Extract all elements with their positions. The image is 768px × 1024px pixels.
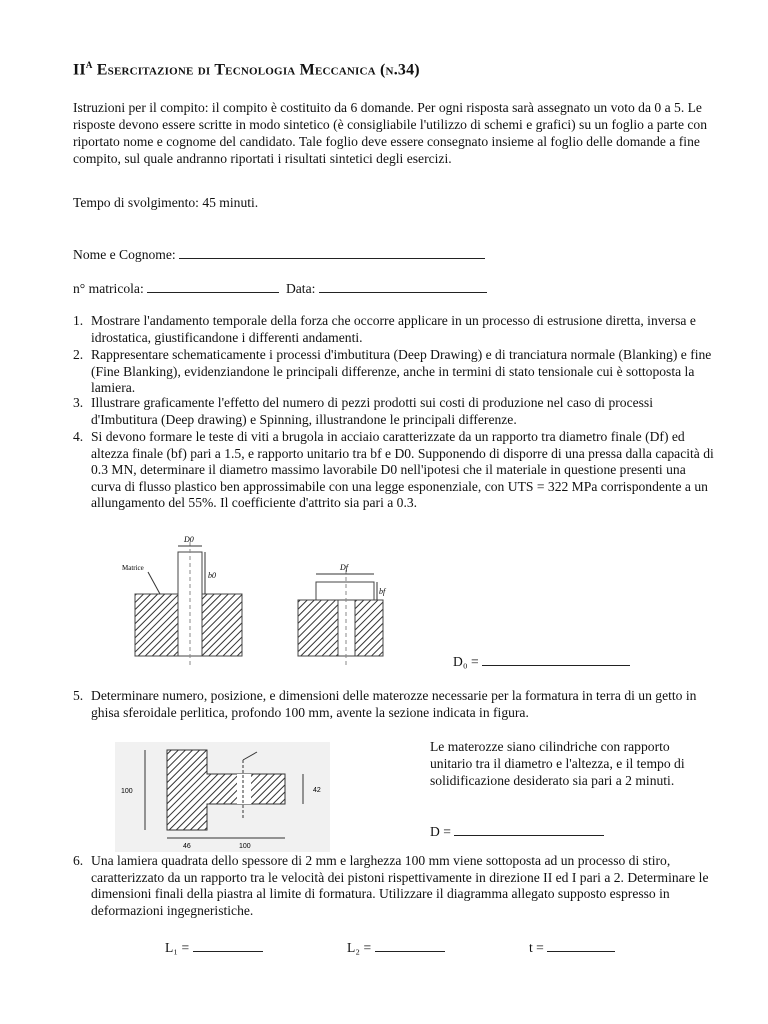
questions-list-1 [73, 313, 718, 512]
answer-t: t = [529, 940, 615, 956]
d0-label: D0 [184, 535, 194, 544]
upsetting-figure [120, 532, 390, 672]
w100-label: 100 [239, 843, 251, 850]
answer-l1: L₁ = [165, 940, 263, 956]
answer-d: D = [430, 824, 604, 840]
die-right-2 [355, 600, 383, 656]
l2-blank[interactable] [375, 940, 445, 952]
question-4: 4. Si devono formare le teste di viti a brugola in acciaio caratterizzate da un rapporto tra diametro finale (Df) ed altezza finale (bf) pari a 1.5, e rapporto unitario tra bf e D0. Supponendo di disporre di una pressa dalla capacità di 0.3 MN, determinare il diametro massimo lavorabile D0 nell'ipotesi che il materiale in questione presenti una curva di flusso plastico ben approssimabile con una legge esponenziale, con UTS = 322 MPa corrispondente a un allungamento del 55%. Il coefficiente d'attrito sia pari a 0.3. [73, 429, 714, 511]
q5-side-text: Le materozze siano cilindriche con rapporto unitario tra il diametro e l'altezza, e il tempo di solidificazione desiderato sia pari a 2 minuti. [430, 739, 685, 788]
matrice-leader [148, 572, 160, 594]
name-blank[interactable] [179, 247, 485, 259]
date-blank[interactable] [319, 281, 487, 293]
questions-list-2 [73, 688, 718, 721]
instructions: Istruzioni per il compito: il compito è costituito da 6 domande. Per ogni risposta sarà assegnato un voto da 0 a 5. Le risposte devono essere scritte in modo sintetico (è consigliabile l'utilizzo di schemi e grafici) su un foglio a parte con riportato nome e cognome del candidato. Tale foglio deve essere consegnato insieme al foglio delle domande a fine compito, sul quale andranno riportati i risultati sintetici degli esercizi. [73, 100, 708, 166]
page-title: $II^A$ Esercitazione di Tecnologia Meccanica (n.34) [73, 60, 420, 79]
b0-label: b0 [208, 571, 216, 580]
h42-label: 42 [313, 787, 321, 794]
question-3: 3. Illustrare graficamente l'effetto del numero di pezzi prodotti sui costi di produzione nel caso di processi d'Imbutitura (Deep drawing) e Spinning, illustrandone le principali differenze. [73, 395, 654, 427]
question-6: 6. Una lamiera quadrata dello spessore di 2 mm e larghezza 100 mm viene sottoposta ad un processo di stiro, caratterizzato da un rapporto tra le velocità dei pistoni rispettivamente in direzione II ed I pari a 2. Determinare le dimensioni finali della piastra al limite di formatura. Utilizzare il diagramma allegato supposto espresso in deformazioni ingegneristiche. [73, 853, 709, 918]
head-final [316, 582, 374, 600]
die-right-1 [202, 594, 242, 656]
die-left-2 [298, 600, 338, 656]
t-blank[interactable] [547, 940, 615, 952]
casting-section-figure [115, 742, 330, 852]
h100-label: 100 [121, 788, 133, 795]
matricola-blank[interactable] [147, 281, 279, 293]
questions-list-3 [73, 853, 718, 919]
name-field: Nome e Cognome: [73, 246, 713, 263]
question-2: 2. Rappresentare schematicamente i processi d'imbutitura (Deep Drawing) e di tranciatura normale (Blanking) e fine (Fine Blanking), evidenziandone le principali differenze, anche in termini di stato tensionale cui è sottoposta la lamiera. [73, 347, 712, 396]
question-5: 5. Determinare numero, posizione, e dimensioni delle materozze necessarie per la formatura in terra di un getto in ghisa sferoidale perlitica, profondo 100 mm, avente la sezione indicata in figura. [73, 688, 697, 720]
answer-d0: D₀ = [453, 654, 630, 670]
matricola-row: n° matricola: Data: [73, 280, 713, 297]
l1-blank[interactable] [193, 940, 263, 952]
die-left-1 [135, 594, 178, 656]
df-label: Df [340, 563, 348, 572]
bf-label: bf [379, 587, 386, 596]
question-1: 1. Mostrare l'andamento temporale della forza che occorre applicare in un processo di estrusione diretta, inversa e idrostatica, giustificandone i differenti andamenti. [73, 313, 696, 345]
d-blank[interactable] [454, 824, 604, 836]
answer-l2: L₂ = [347, 940, 445, 956]
time-limit: Tempo di svolgimento: 45 minuti. [73, 195, 259, 210]
matrice-label: Matrice [122, 564, 144, 572]
cut-gap [237, 774, 251, 804]
w46-label: 46 [183, 843, 191, 850]
d0-blank[interactable] [482, 654, 630, 666]
